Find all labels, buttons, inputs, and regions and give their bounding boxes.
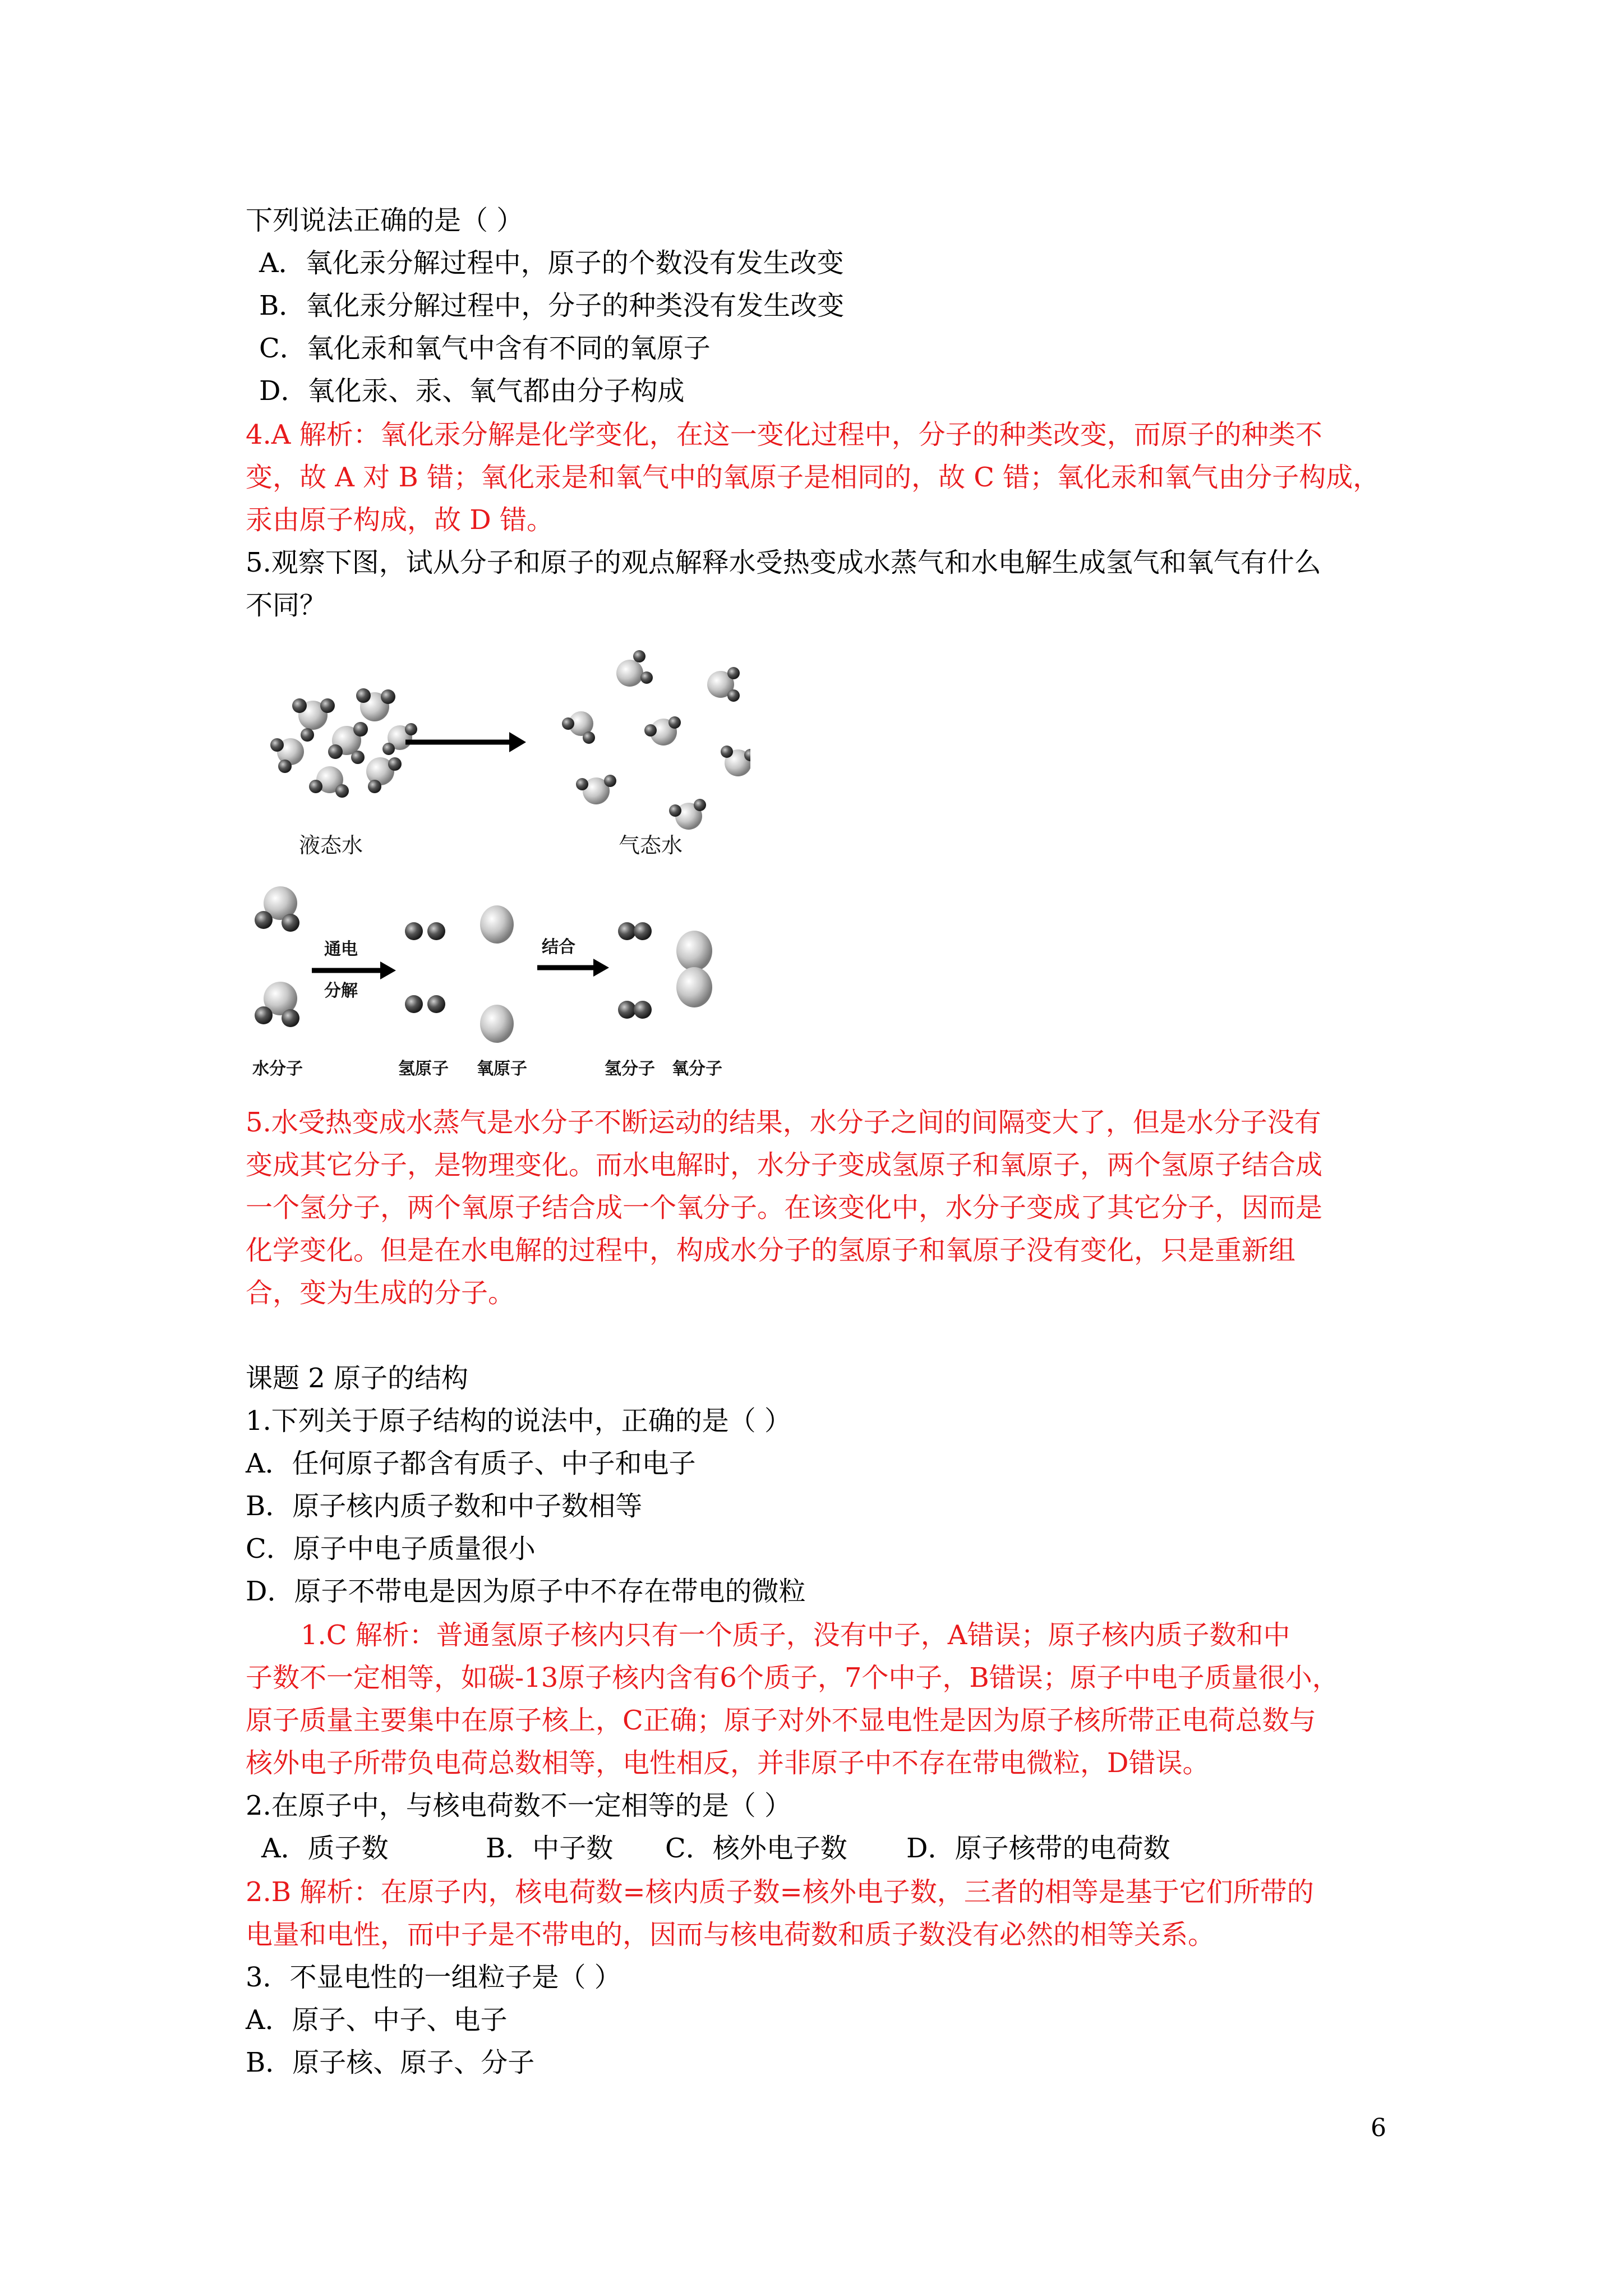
liquid-water-cluster <box>270 688 417 798</box>
q4-option-d: D．氧化汞、汞、氧气都由分子构成 <box>259 375 685 407</box>
q5-answer-line-5: 合，变为生成的分子。 <box>246 1277 515 1309</box>
water-molecules-pair <box>255 886 299 1027</box>
water-molecule-figure <box>246 639 750 1088</box>
oxygen-molecule <box>676 931 712 1007</box>
page-number: 6 <box>1371 2114 1386 2142</box>
question-1-stem: 1.下列关于原子结构的说法中，正确的是（ ） <box>246 1405 792 1437</box>
q5-answer-line-1: 5.水受热变成水蒸气是水分子不断运动的结果，水分子之间的间隔变大了，但是水分子没有 <box>246 1107 1321 1138</box>
label-hydrogen-molecule: 氢分子 <box>605 1059 655 1079</box>
q2-option-a: A．质子数 <box>261 1833 389 1864</box>
electrolysis-label-top: 通电 <box>324 940 358 959</box>
electrolysis-label-bottom: 分解 <box>324 981 358 1001</box>
q2-answer-line-1: 2.B 解析：在原子内，核电荷数=核内质子数=核外电子数，三者的相等是基于它们所带的 <box>246 1876 1314 1908</box>
question-4-stem: 下列说法正确的是（ ） <box>246 205 524 236</box>
question-3-stem: 3．不显电性的一组粒子是（ ） <box>246 1962 621 1993</box>
q1-option-c: C．原子中电子质量很小 <box>246 1533 536 1565</box>
q4-answer-line-3: 汞由原子构成，故 D 错。 <box>246 504 554 536</box>
q5-answer-line-3: 一个氢分子，两个氧原子结合成一个氧分子。在该变化中，水分子变成了其它分子，因而是 <box>246 1192 1323 1223</box>
q2-answer-line-2: 电量和电性，而中子是不带电的，因而与核电荷数和质子数没有必然的相等关系。 <box>246 1919 1215 1950</box>
liquid-water-label: 液态水 <box>299 833 363 858</box>
combine-label: 结合 <box>542 937 575 957</box>
heating-arrow <box>405 732 526 752</box>
label-oxygen-molecule: 氧分子 <box>672 1059 722 1079</box>
gaseous-water-molecules <box>562 650 750 830</box>
question-5-stem-line-1: 5.观察下图，试从分子和原子的观点解释水受热变成水蒸气和水电解生成氢气和氧气有什么 <box>246 547 1321 578</box>
q1-option-b: B．原子核内质子数和中子数相等 <box>246 1490 643 1522</box>
q2-option-b: B．中子数 <box>486 1833 614 1864</box>
q5-answer-line-4: 化学变化。但是在水电解的过程中，构成水分子的氢原子和氧原子没有变化，只是重新组 <box>246 1235 1296 1266</box>
label-oxygen-atom: 氧原子 <box>477 1059 527 1079</box>
q1-option-d: D．原子不带电是因为原子中不存在带电的微粒 <box>246 1576 806 1607</box>
q1-answer-line-1: 1.C 解析：普通氢原子核内只有一个质子，没有中子，A错误；原子核内质子数和中 <box>301 1619 1290 1651</box>
electrolysis-arrow <box>312 961 396 979</box>
q1-answer-line-3: 原子质量主要集中在原子核上，C正确；原子对外不显电性是因为原子核所带正电荷总数与 <box>246 1705 1316 1736</box>
q3-option-b: B．原子核、原子、分子 <box>246 2047 535 2078</box>
q4-answer-line-1: 4.A 解析：氧化汞分解是化学变化，在这一变化过程中，分子的种类改变，而原子的种类不 <box>246 419 1322 450</box>
section-title: 课题 2 原子的结构 <box>246 1363 469 1394</box>
label-hydrogen-atom: 氢原子 <box>398 1059 449 1079</box>
q4-option-b: B．氧化汞分解过程中，分子的种类没有发生改变 <box>259 290 845 321</box>
q1-answer-line-4: 核外电子所带负电荷总数相等，电性相反，并非原子中不存在带电微粒，D错误。 <box>246 1747 1210 1779</box>
q4-option-a: A．氧化汞分解过程中，原子的个数没有发生改变 <box>259 247 844 279</box>
q5-answer-line-2: 变成其它分子，是物理变化。而水电解时，水分子变成氢原子和氧原子，两个氢原子结合成 <box>246 1149 1323 1181</box>
q3-option-a: A．原子、中子、电子 <box>246 2004 508 2036</box>
label-water-molecule: 水分子 <box>252 1059 303 1079</box>
gaseous-water-label: 气态水 <box>619 833 683 858</box>
hydrogen-molecules <box>618 922 652 1019</box>
q4-option-c: C．氧化汞和氧气中含有不同的氧原子 <box>259 333 711 364</box>
q2-option-d: D．原子核带的电荷数 <box>906 1833 1170 1864</box>
q2-option-c: C．核外电子数 <box>665 1833 847 1864</box>
oxygen-atoms <box>480 905 514 1043</box>
hydrogen-atoms <box>405 922 445 1013</box>
question-5-stem-line-2: 不同？ <box>246 590 327 621</box>
q1-option-a: A．任何原子都含有质子、中子和电子 <box>246 1448 696 1479</box>
q2-options-row <box>261 1826 1170 1870</box>
q4-answer-line-2: 变，故 A 对 B 错；氧化汞是和氧气中的氧原子是相同的，故 C 错；氧化汞和氧气由分子构成， <box>246 462 1380 493</box>
q1-answer-line-2: 子数不一定相等，如碳-13原子核内含有6个质子，7个中子，B错误；原子中电子质量很小， <box>246 1662 1339 1694</box>
combine-arrow <box>537 959 609 977</box>
question-2-stem: 2.在原子中，与核电荷数不一定相等的是（ ） <box>246 1790 792 1821</box>
